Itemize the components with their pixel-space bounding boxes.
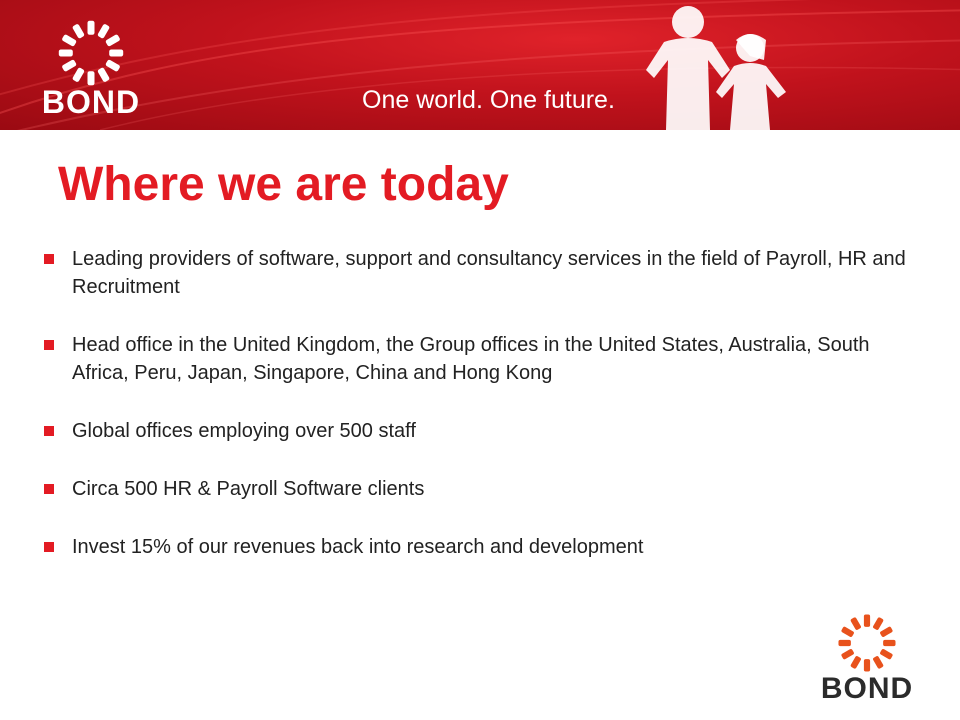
bullet-text: Circa 500 HR & Payroll Software clients <box>72 478 425 500</box>
bullet-text: Global offices employing over 500 staff <box>72 420 416 442</box>
bullet-text: Leading providers of software, support and consultancy services in the field of Payroll, HR and Recruitment <box>72 248 906 298</box>
square-bullet-icon <box>44 484 54 494</box>
header-logo-wordmark: BOND <box>41 84 141 120</box>
bullet-item <box>40 245 910 301</box>
square-bullet-icon <box>44 340 54 350</box>
header-tagline: One world. One future. <box>362 86 615 114</box>
bond-sunburst-icon <box>836 612 898 674</box>
people-silhouette-icon <box>600 0 830 130</box>
square-bullet-icon <box>44 254 54 264</box>
square-bullet-icon <box>44 542 54 552</box>
bond-sunburst-icon <box>56 18 126 88</box>
square-bullet-icon <box>44 426 54 436</box>
bullet-item <box>40 331 910 387</box>
header-banner <box>0 0 960 130</box>
footer-logo[interactable] <box>814 612 920 708</box>
bullet-list <box>40 245 910 591</box>
bullet-text: Head office in the United Kingdom, the Group offices in the United States, Australia, South Africa, Peru, Japan, Singapore, China and Hong Kong <box>72 334 870 384</box>
bullet-item <box>40 475 910 503</box>
bullet-text: Invest 15% of our revenues back into research and development <box>72 536 644 558</box>
bullet-item <box>40 417 910 445</box>
footer-logo-wordmark: BOND <box>820 672 914 705</box>
header-logo[interactable] <box>36 18 146 118</box>
bullet-item <box>40 533 910 561</box>
slide-title: Where we are today <box>58 158 509 211</box>
